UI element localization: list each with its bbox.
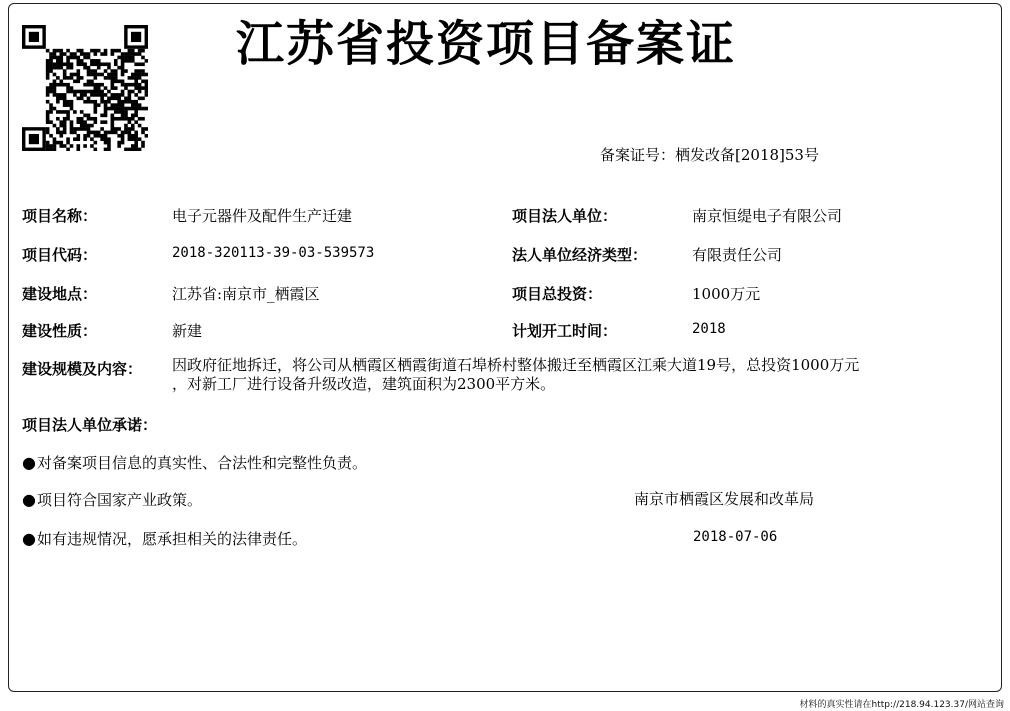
- pledge-item-text: 对备案项目信息的真实性、合法性和完整性负责。: [36, 454, 367, 472]
- pledge-item: [22, 528, 307, 549]
- scope-line: 因政府征地拆迁，将公司从栖霞区栖霞街道石埠桥村整体搬迁至栖霞区江乘大道19号，总投资1000万元: [172, 356, 860, 374]
- location-label: 建设地点：: [22, 285, 98, 303]
- issuing-authority: 南京市栖霞区发展和改革局: [634, 490, 815, 508]
- project-name-label: 项目名称：: [22, 207, 98, 225]
- pledge-item-text: 如有违规情况，愿承担相关的法律责任。: [36, 530, 307, 548]
- unit-type-label: 法人单位经济类型：: [512, 246, 648, 264]
- document-title: 江苏省投资项目备案证: [236, 16, 737, 72]
- total-investment-value: 1000万元: [692, 285, 761, 303]
- pledge-item: [22, 489, 202, 510]
- qr-code: [22, 25, 148, 151]
- pledge-item-text: 项目符合国家产业政策。: [36, 491, 202, 509]
- bullet-icon: ●: [22, 529, 36, 548]
- scope-line: ，对新工厂进行设备升级改造，建筑面积为2300平方米。: [172, 375, 556, 393]
- certificate-frame: [8, 3, 1002, 692]
- project-code-value: 2018-320113-39-03-539573: [172, 245, 375, 261]
- start-time-label: 计划开工时间：: [512, 322, 618, 340]
- legal-unit-label: 项目法人单位：: [512, 207, 618, 225]
- verification-note: 材料的真实性请在http://218.94.123.37/网站查询: [799, 700, 1004, 710]
- legal-unit-value: 南京恒缇电子有限公司: [692, 207, 843, 225]
- bullet-icon: ●: [22, 453, 36, 472]
- bullet-icon: ●: [22, 490, 36, 509]
- total-investment-label: 项目总投资：: [512, 285, 603, 303]
- project-code-label: 项目代码：: [22, 246, 98, 264]
- nature-label: 建设性质：: [22, 322, 98, 340]
- pledge-item: [22, 452, 367, 473]
- scope-value: [172, 356, 962, 394]
- location-value: 江苏省:南京市_栖霞区: [172, 285, 320, 303]
- scope-label: 建设规模及内容：: [22, 360, 143, 378]
- nature-value: 新建: [172, 322, 203, 340]
- project-name-value: 电子元器件及配件生产迁建: [172, 207, 353, 225]
- pledge-heading: 项目法人单位承诺：: [22, 416, 158, 434]
- record-number: 备案证号：栖发改备[2018]53号: [600, 146, 819, 164]
- unit-type-value: 有限责任公司: [692, 246, 783, 264]
- start-time-value: 2018: [692, 321, 726, 337]
- issue-date: 2018-07-06: [693, 529, 778, 545]
